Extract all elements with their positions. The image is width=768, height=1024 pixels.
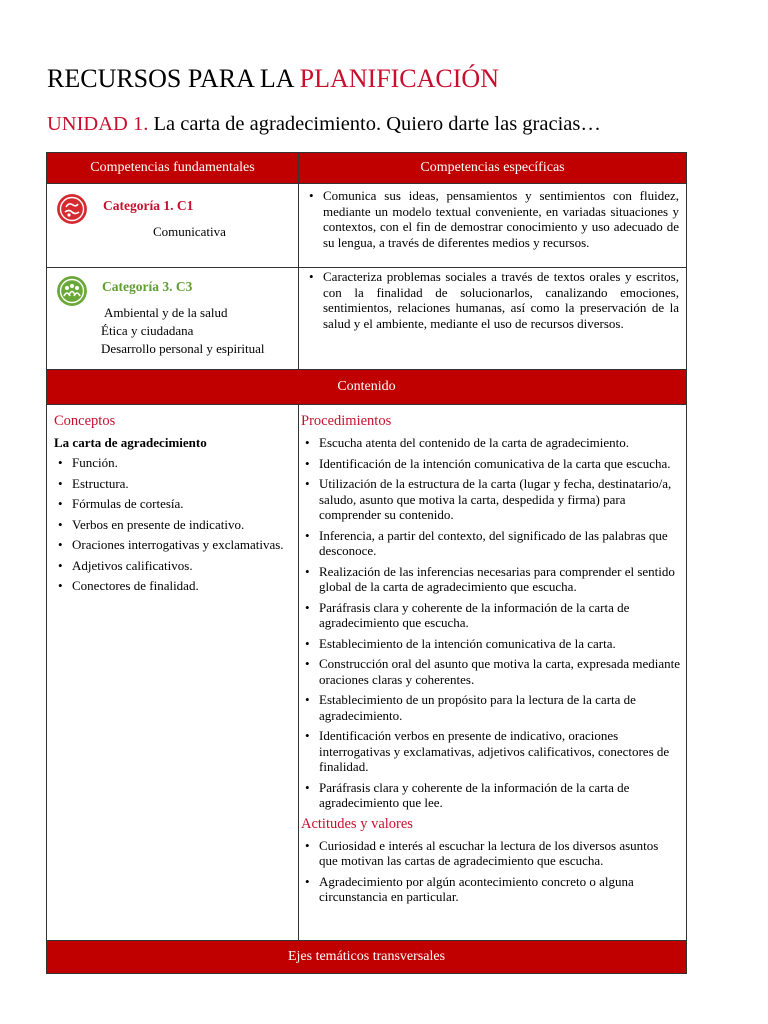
- title-highlight: PLANIFICACIÓN: [299, 64, 499, 93]
- category-c3-title: Categoría 3. C3: [102, 279, 193, 294]
- list-item: • Adjetivos calificativos.: [54, 558, 292, 574]
- list-item: • Verbos en presente de indicativo.: [54, 517, 292, 533]
- conceptos-list: [54, 455, 292, 594]
- header-competencias-fundamentales: Competencias fundamentales: [47, 153, 299, 184]
- procedimientos-cell: [299, 405, 687, 941]
- list-item: • Paráfrasis clara y coherente de la información de la carta de agradecimiento que escucha.: [301, 600, 680, 631]
- list-item: • Establecimiento de un propósito para la lectura de la carta de agradecimiento.: [301, 692, 680, 723]
- list-item: • Curiosidad e interés al escuchar la lectura de los diversos asuntos que motivan las cartas de agradecimiento que escucha.: [301, 838, 680, 869]
- conceptos-cell: [47, 405, 299, 941]
- list-item: • Realización de las inferencias necesarias para comprender el sentido global de la carta de agradecimiento que escucha.: [301, 564, 680, 595]
- planning-table: [46, 152, 687, 974]
- list-item: • Función.: [54, 455, 292, 471]
- list-item: • Utilización de la estructura de la carta (lugar y fecha, destinatario/a, saludo, asunto que motiva la carta, despedida y firma) para comprender su contenido.: [301, 476, 680, 523]
- community-icon: [57, 276, 87, 306]
- conceptos-heading: Conceptos: [54, 413, 116, 429]
- list-item: • Escucha atenta del contenido de la carta de agradecimiento.: [301, 435, 680, 451]
- list-item: • Estructura.: [54, 476, 292, 492]
- specific-competence-text: • Caracteriza problemas sociales a través de textos orales y escritos, con la finalidad de solucionarlos, canalizando emociones, sentimientos, relaciones humanas, así como la preservación de la salud y el ambiente, mediante el uso de recursos diversos.: [305, 269, 679, 331]
- header-ejes-tematicos: Ejes temáticos transversales: [47, 941, 687, 974]
- list-item: • Oraciones interrogativas y exclamativas.: [54, 537, 292, 553]
- category-c1-cell: [47, 184, 299, 268]
- specific-competence-c3: [299, 268, 687, 370]
- header-contenido: Contenido: [47, 370, 687, 405]
- category-c1-line: Comunicativa: [153, 224, 226, 239]
- list-item: • Inferencia, a partir del contexto, del significado de las palabras que desconoce.: [301, 528, 680, 559]
- list-item: • Identificación verbos en presente de indicativo, oraciones interrogativas y exclamativas, adjetivos calificativos, conectores de finalidad.: [301, 728, 680, 775]
- header-competencias-especificas: Competencias específicas: [299, 153, 687, 184]
- category-c3-line-2: Ética y ciudadana: [101, 323, 194, 338]
- category-c1-title: Categoría 1. C1: [103, 198, 194, 213]
- unit-text: La carta de agradecimiento. Quiero darte las gracias…: [148, 113, 601, 135]
- list-item: • Fórmulas de cortesía.: [54, 496, 292, 512]
- actitudes-list: [301, 838, 680, 905]
- actitudes-heading: Actitudes y valores: [301, 815, 413, 832]
- conceptos-subheading: La carta de agradecimiento: [54, 435, 207, 450]
- list-item: • Identificación de la intención comunicativa de la carta que escucha.: [301, 456, 680, 472]
- page-title: [47, 64, 499, 94]
- list-item: • Construcción oral del asunto que motiva la carta, expresada mediante oraciones claras y coherentes.: [301, 656, 680, 687]
- unit-label: UNIDAD 1.: [47, 113, 149, 135]
- category-c3-cell: [47, 268, 299, 370]
- procedimientos-heading: Procedimientos: [301, 413, 392, 429]
- list-item: • Conectores de finalidad.: [54, 578, 292, 594]
- category-c3-line-1: Ambiental y de la salud: [104, 305, 228, 320]
- communication-icon: [57, 194, 87, 224]
- list-item: • Agradecimiento por algún acontecimiento concreto o alguna circunstancia en particular.: [301, 874, 680, 905]
- unit-title: [47, 113, 601, 136]
- list-item: • Establecimiento de la intención comunicativa de la carta.: [301, 636, 680, 652]
- title-prefix: RECURSOS PARA LA: [47, 64, 300, 93]
- procedimientos-list: [301, 435, 680, 811]
- specific-competence-text: • Comunica sus ideas, pensamientos y sentimientos con fluidez, mediante un modelo textual conveniente, en variadas situaciones y contextos, con el fin de demostrar conocimiento y uso adecuado de su lengua, a través de diferentes medios y recursos.: [305, 188, 679, 250]
- specific-competence-c1: [299, 184, 687, 268]
- list-item: • Paráfrasis clara y coherente de la información de la carta de agradecimiento que lee.: [301, 780, 680, 811]
- category-c3-line-3: Desarrollo personal y espiritual: [101, 341, 265, 356]
